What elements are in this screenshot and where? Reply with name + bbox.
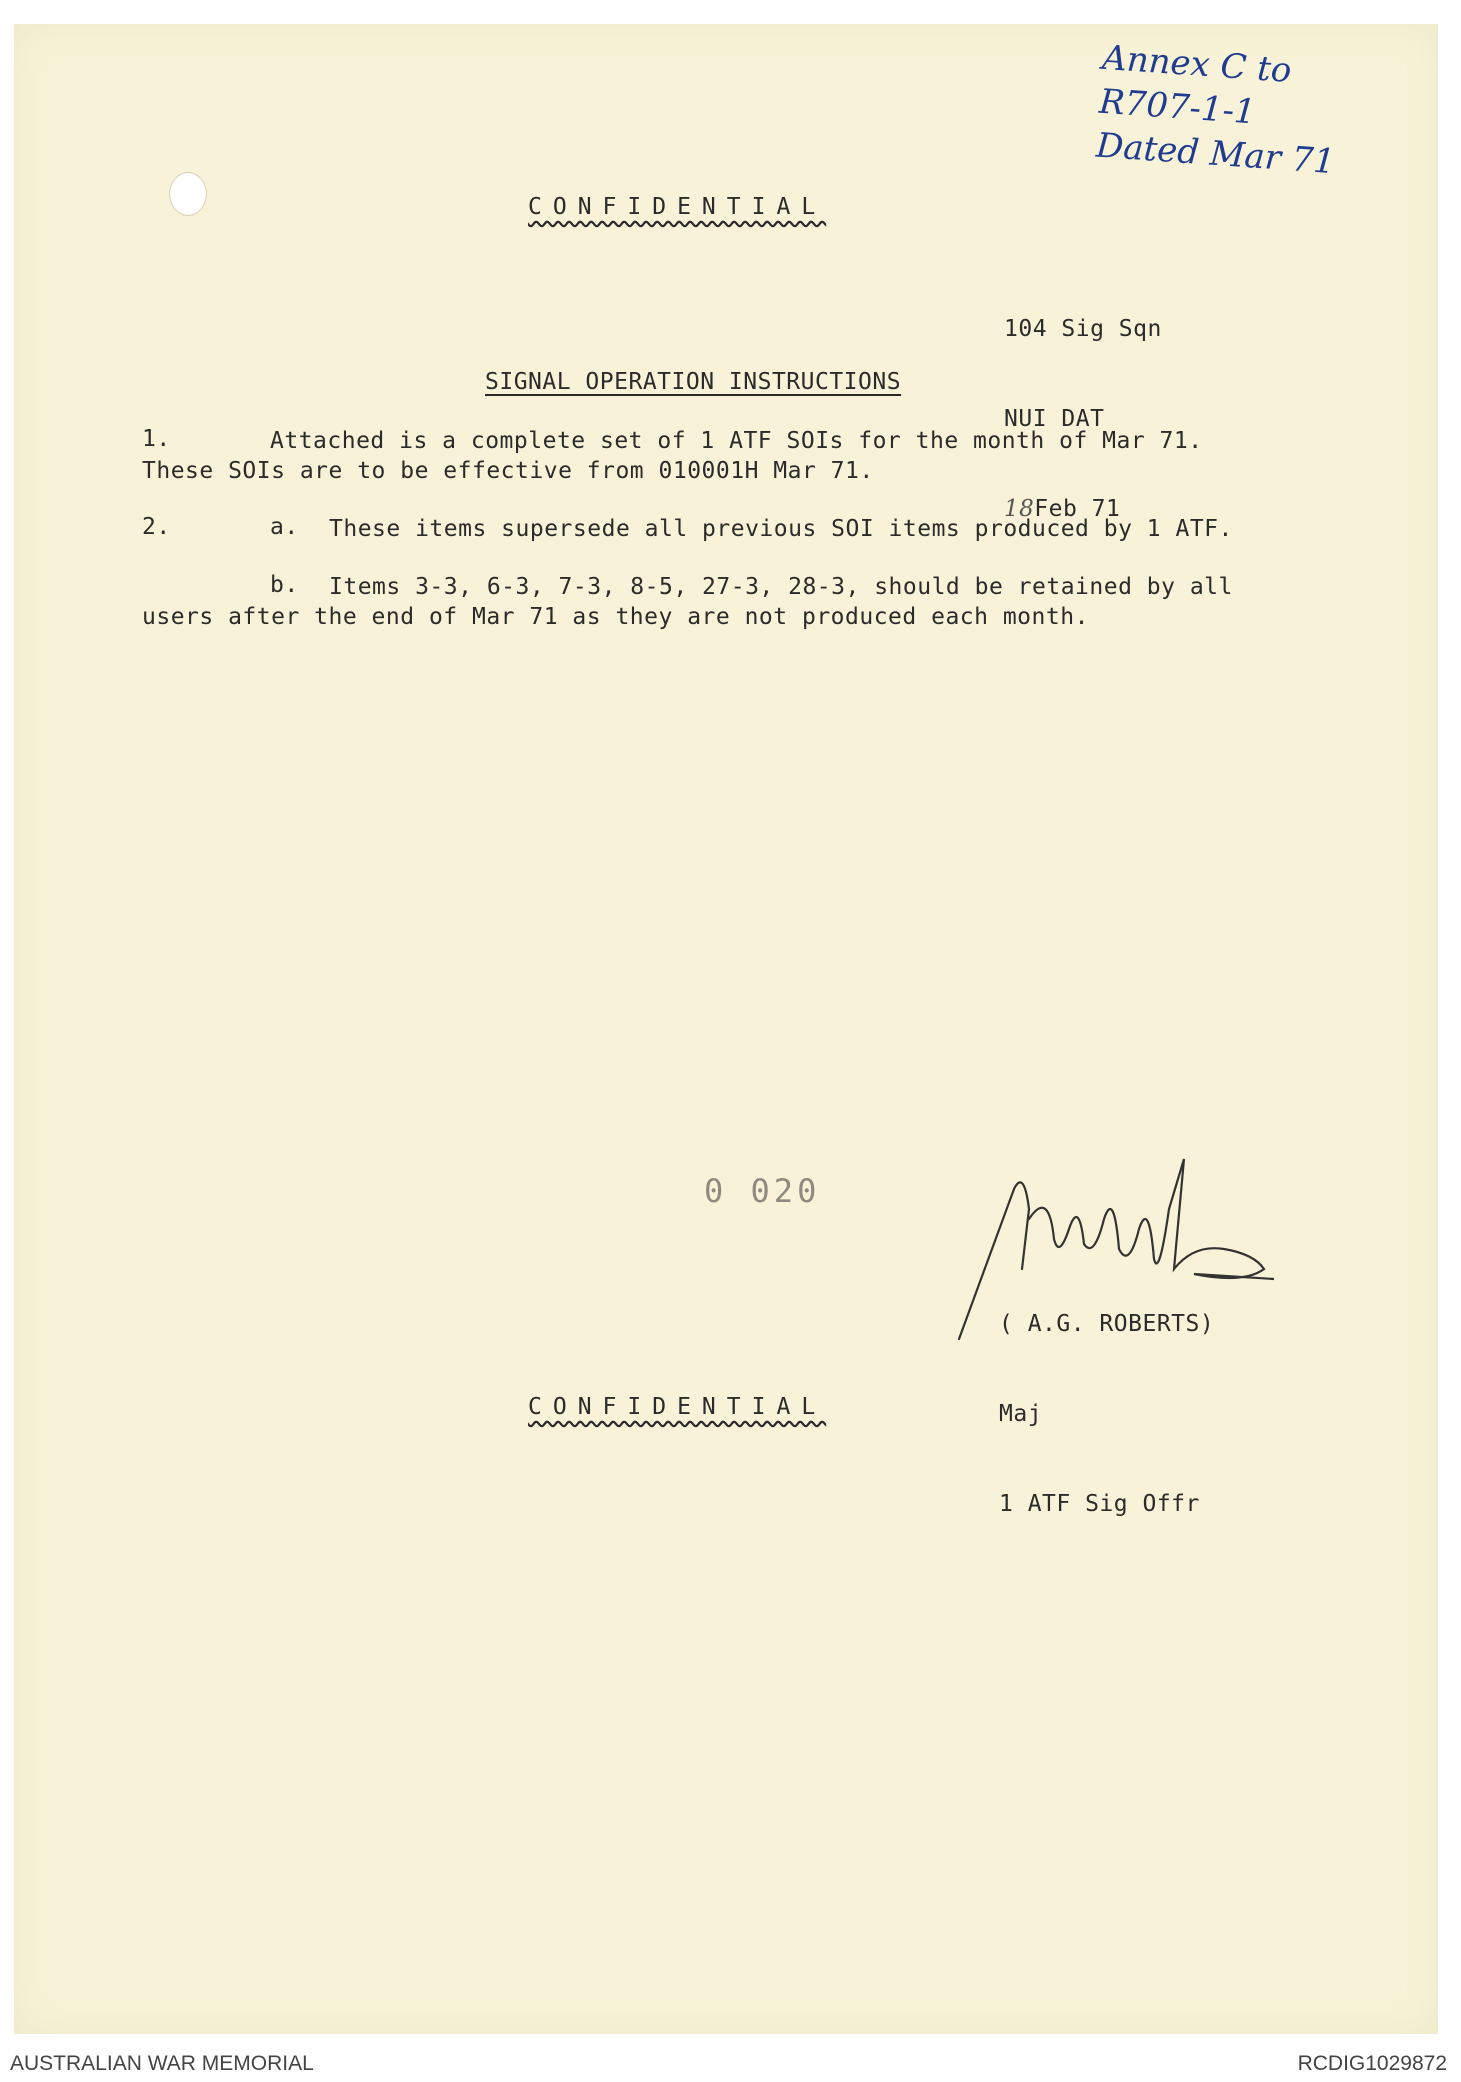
para-1-number: 1. bbox=[142, 426, 171, 452]
para-2b-text: Items 3-3, 6-3, 7-3, 8-5, 27-3, 28-3, should be retained by all users after the end of Mar 71 as they are not produced each month. bbox=[142, 574, 1233, 630]
annotation-line-1: Annex C to bbox=[1100, 37, 1293, 91]
annotation-line-3: Dated Mar 71 bbox=[1094, 125, 1337, 183]
archive-source-label: AUSTRALIAN WAR MEMORIAL bbox=[10, 2052, 314, 2075]
page-stamp-number: 0 020 bbox=[704, 1172, 821, 1210]
footer-classification: CONFIDENTIAL bbox=[528, 1394, 827, 1420]
para-2b-label: b. bbox=[270, 572, 299, 598]
para-2a-text: These items supersede all previous SOI items produced by 1 ATF. bbox=[329, 516, 1233, 542]
document-page bbox=[14, 24, 1438, 2034]
para-2a-label: a. bbox=[270, 514, 299, 540]
para-1-text: Attached is a complete set of 1 ATF SOIs for the month of Mar 71. These SOIs are to be effective from 010001H Mar 71. bbox=[142, 428, 1203, 484]
signatory-appointment: 1 ATF Sig Offr bbox=[999, 1491, 1200, 1517]
handwritten-day: 18 bbox=[1004, 496, 1035, 522]
sender-location: NUI DAT bbox=[1004, 406, 1105, 432]
para-2-number: 2. bbox=[142, 514, 171, 540]
header-classification: CONFIDENTIAL bbox=[528, 194, 827, 220]
annotation-line-2: R707-1-1 bbox=[1097, 81, 1258, 133]
signatory-name: ( A.G. ROBERTS) bbox=[999, 1311, 1215, 1337]
document-title: SIGNAL OPERATION INSTRUCTIONS bbox=[485, 369, 902, 395]
typed-date: Feb 71 bbox=[1034, 496, 1121, 522]
archive-record-id: RCDIG1029872 bbox=[1297, 2052, 1447, 2075]
signature-block bbox=[999, 1249, 1214, 1579]
signatory-rank: Maj bbox=[999, 1401, 1043, 1427]
sender-unit: 104 Sig Sqn bbox=[1004, 316, 1162, 342]
punch-hole bbox=[169, 172, 207, 216]
handwritten-annotation bbox=[1095, 36, 1343, 184]
